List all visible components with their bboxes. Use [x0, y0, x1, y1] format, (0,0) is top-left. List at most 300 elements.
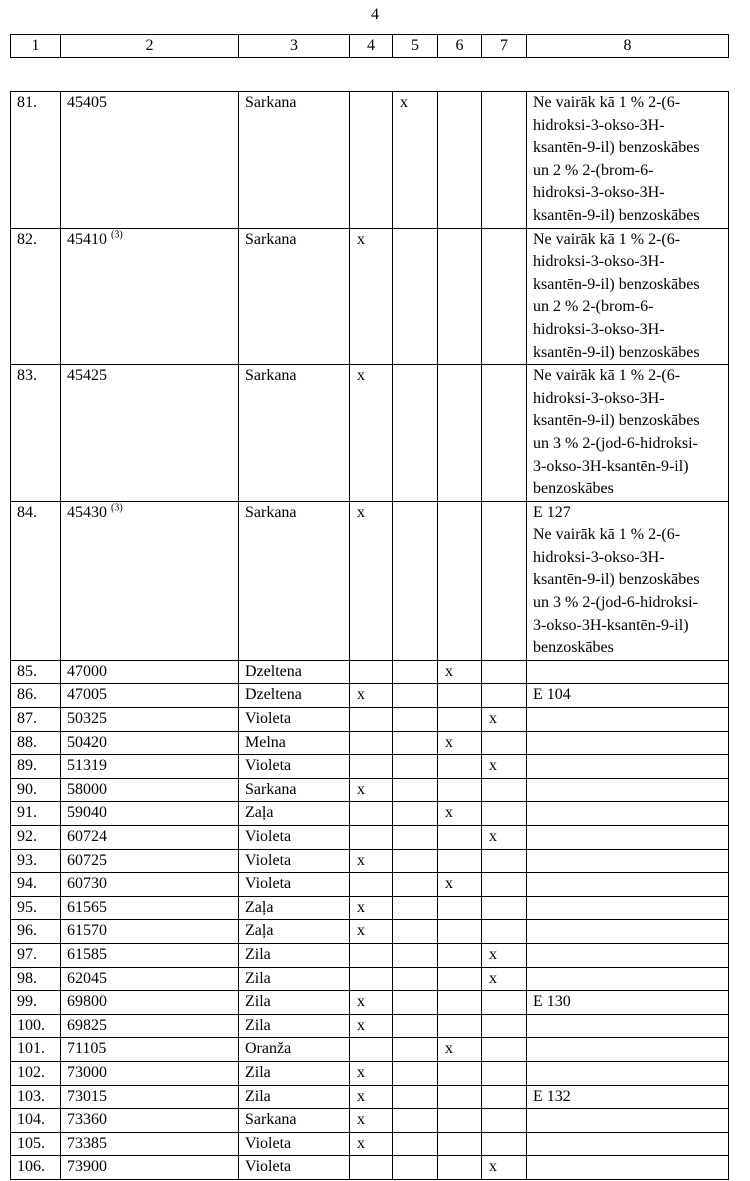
ci-number: [61, 1014, 239, 1038]
ci-number: [61, 1085, 239, 1109]
restriction-note: [527, 1038, 729, 1062]
table-row: [11, 731, 729, 755]
column-header-4: 4: [350, 35, 393, 58]
row-number: 82.: [11, 228, 61, 365]
column-7-mark: [482, 802, 527, 826]
color-name: Zila: [239, 1014, 350, 1038]
restriction-note: [527, 991, 729, 1015]
column-7-mark: [482, 1132, 527, 1156]
ci-number: [61, 501, 239, 660]
color-name: Dzeltena: [239, 684, 350, 708]
restriction-note-line: hidroksi-3-okso-3H-: [533, 548, 665, 566]
restriction-note-line: ksantēn-9-il) benzoskābes: [533, 571, 700, 589]
table-row: [11, 660, 729, 684]
color-name: Sarkana: [239, 228, 350, 365]
column-5-mark: [393, 1014, 438, 1038]
restriction-note-line: hidroksi-3-okso-3H-: [533, 389, 665, 407]
restriction-note: [527, 660, 729, 684]
restriction-note-line: E 104: [533, 686, 571, 704]
ci-number-value: 47000: [67, 662, 107, 680]
ci-number-value: 61570: [67, 922, 107, 940]
column-5-mark: [393, 873, 438, 897]
column-5-mark: [393, 967, 438, 991]
column-5-mark: [393, 826, 438, 850]
ci-number: [61, 1132, 239, 1156]
restriction-note: [527, 228, 729, 365]
column-4-mark: [350, 731, 393, 755]
column-4-mark: x: [350, 849, 393, 873]
column-header-5: 5: [393, 35, 438, 58]
restriction-note-line: Ne vairāk kā 1 % 2-(6-: [533, 230, 681, 248]
ci-number: [61, 826, 239, 850]
column-5-mark: [393, 684, 438, 708]
row-number: 88.: [11, 731, 61, 755]
table-row: [11, 873, 729, 897]
column-4-mark: x: [350, 991, 393, 1015]
color-name: Zila: [239, 1085, 350, 1109]
ci-number: [61, 1061, 239, 1085]
ci-number: [61, 660, 239, 684]
restriction-note: [527, 896, 729, 920]
column-6-mark: [438, 943, 482, 967]
column-5-mark: [393, 1085, 438, 1109]
restriction-note-line: 3-okso-3H-ksantēn-9-il): [533, 457, 689, 475]
column-4-mark: x: [350, 501, 393, 660]
color-name: Sarkana: [239, 778, 350, 802]
column-7-mark: [482, 1014, 527, 1038]
column-7-mark: x: [482, 708, 527, 732]
table-row: [11, 1156, 729, 1180]
column-6-mark: x: [438, 873, 482, 897]
column-7-mark: [482, 920, 527, 944]
table-row: [11, 920, 729, 944]
column-4-mark: [350, 1156, 393, 1180]
ci-number-value: 51319: [67, 757, 107, 775]
column-6-mark: [438, 1061, 482, 1085]
column-5-mark: [393, 991, 438, 1015]
ci-number: [61, 967, 239, 991]
restriction-note-line: un 2 % 2-(brom-6-: [533, 161, 654, 179]
restriction-note-line: ksantēn-9-il) benzoskābes: [533, 139, 700, 157]
column-6-mark: [438, 778, 482, 802]
column-6-mark: [438, 849, 482, 873]
column-5-mark: [393, 802, 438, 826]
footnote-reference: (3): [111, 502, 123, 514]
table-row: [11, 755, 729, 779]
color-name: Zila: [239, 991, 350, 1015]
ci-number: [61, 684, 239, 708]
column-6-mark: [438, 1014, 482, 1038]
color-name: Violeta: [239, 755, 350, 779]
row-number: 87.: [11, 708, 61, 732]
column-header-8: 8: [527, 35, 729, 58]
column-5-mark: [393, 228, 438, 365]
column-7-mark: [482, 660, 527, 684]
column-5-mark: [393, 920, 438, 944]
column-6-mark: [438, 1085, 482, 1109]
ci-number-value: 62045: [67, 969, 107, 987]
column-6-mark: [438, 991, 482, 1015]
ci-number-value: 69825: [67, 1016, 107, 1034]
ci-number-value: 47005: [67, 686, 107, 704]
column-6-mark: [438, 365, 482, 502]
restriction-note-line: un 2 % 2-(brom-6-: [533, 298, 654, 316]
ci-number: [61, 731, 239, 755]
column-6-mark: [438, 501, 482, 660]
column-7-mark: [482, 228, 527, 365]
column-header-row: [11, 35, 729, 58]
column-7-mark: [482, 849, 527, 873]
table-row: [11, 943, 729, 967]
column-5-mark: [393, 708, 438, 732]
table-row: [11, 1061, 729, 1085]
column-4-mark: [350, 873, 393, 897]
row-number: 94.: [11, 873, 61, 897]
column-7-mark: [482, 778, 527, 802]
restriction-note: [527, 708, 729, 732]
column-7-mark: [482, 1109, 527, 1133]
restriction-note: [527, 1156, 729, 1180]
ci-number-value: 60730: [67, 875, 107, 893]
column-4-mark: [350, 802, 393, 826]
ci-number-value: 45410: [67, 230, 107, 248]
table-row: [11, 1085, 729, 1109]
ci-number-value: 73015: [67, 1087, 107, 1105]
row-number: 93.: [11, 849, 61, 873]
restriction-note-line: E 132: [533, 1087, 571, 1105]
row-number: 90.: [11, 778, 61, 802]
ci-number-value: 61565: [67, 898, 107, 916]
color-name: Zaļa: [239, 896, 350, 920]
ci-number: [61, 1109, 239, 1133]
restriction-note-line: E 130: [533, 993, 571, 1011]
row-number: 97.: [11, 943, 61, 967]
colorant-table-body: [11, 92, 729, 1180]
column-6-mark: [438, 826, 482, 850]
column-6-mark: x: [438, 731, 482, 755]
column-5-mark: [393, 1061, 438, 1085]
table-row: [11, 684, 729, 708]
column-header-1: 1: [11, 35, 61, 58]
column-5-mark: [393, 731, 438, 755]
restriction-note-line: hidroksi-3-okso-3H-: [533, 116, 665, 134]
table-row: [11, 365, 729, 502]
restriction-note-line: 3-okso-3H-ksantēn-9-il): [533, 616, 689, 634]
restriction-note-line: ksantēn-9-il) benzoskābes: [533, 206, 700, 224]
column-4-mark: x: [350, 896, 393, 920]
column-4-mark: [350, 92, 393, 229]
restriction-note-line: benzoskābes: [533, 639, 614, 657]
restriction-note-line: ksantēn-9-il) benzoskābes: [533, 412, 700, 430]
restriction-note: [527, 802, 729, 826]
color-name: Violeta: [239, 849, 350, 873]
column-4-mark: [350, 943, 393, 967]
ci-number: [61, 1156, 239, 1180]
table-row: [11, 1132, 729, 1156]
column-6-mark: x: [438, 660, 482, 684]
table-row: [11, 501, 729, 660]
restriction-note: [527, 849, 729, 873]
row-number: 102.: [11, 1061, 61, 1085]
row-number: 86.: [11, 684, 61, 708]
ci-number: [61, 991, 239, 1015]
table-row: [11, 896, 729, 920]
color-name: Zaļa: [239, 920, 350, 944]
ci-number-value: 60725: [67, 851, 107, 869]
row-number: 83.: [11, 365, 61, 502]
column-4-mark: x: [350, 1085, 393, 1109]
column-6-mark: [438, 708, 482, 732]
color-name: Zaļa: [239, 802, 350, 826]
column-7-mark: x: [482, 967, 527, 991]
table-row: [11, 708, 729, 732]
ci-number-value: 45430: [67, 503, 107, 521]
row-number: 91.: [11, 802, 61, 826]
restriction-note: [527, 1132, 729, 1156]
column-7-mark: [482, 501, 527, 660]
column-4-mark: x: [350, 778, 393, 802]
column-4-mark: x: [350, 1132, 393, 1156]
column-7-mark: [482, 896, 527, 920]
restriction-note-line: benzoskābes: [533, 480, 614, 498]
column-6-mark: [438, 684, 482, 708]
color-name: Violeta: [239, 708, 350, 732]
restriction-note-line: un 3 % 2-(jod-6-hidroksi-: [533, 434, 698, 452]
column-7-mark: [482, 991, 527, 1015]
ci-number-value: 61585: [67, 945, 107, 963]
table-row: [11, 826, 729, 850]
table-row: [11, 1014, 729, 1038]
restriction-note-line: hidroksi-3-okso-3H-: [533, 320, 665, 338]
restriction-note: [527, 920, 729, 944]
ci-number-value: 59040: [67, 804, 107, 822]
column-7-mark: [482, 684, 527, 708]
restriction-note-line: E 127: [533, 503, 571, 521]
color-name: Sarkana: [239, 92, 350, 229]
column-7-mark: [482, 1061, 527, 1085]
color-name: Zila: [239, 967, 350, 991]
row-number: 99.: [11, 991, 61, 1015]
restriction-note-line: ksantēn-9-il) benzoskābes: [533, 343, 700, 361]
ci-number: [61, 896, 239, 920]
restriction-note-line: Ne vairāk kā 1 % 2-(6-: [533, 367, 681, 385]
ci-number: [61, 92, 239, 229]
color-name: Dzeltena: [239, 660, 350, 684]
color-name: Oranža: [239, 1038, 350, 1062]
column-5-mark: [393, 1038, 438, 1062]
column-6-mark: [438, 1156, 482, 1180]
column-header-table: [10, 34, 729, 58]
ci-number: [61, 365, 239, 502]
ci-number: [61, 802, 239, 826]
column-6-mark: [438, 920, 482, 944]
color-name: Violeta: [239, 873, 350, 897]
restriction-note: [527, 755, 729, 779]
row-number: 106.: [11, 1156, 61, 1180]
restriction-note: [527, 873, 729, 897]
row-number: 85.: [11, 660, 61, 684]
column-6-mark: [438, 967, 482, 991]
column-7-mark: x: [482, 1156, 527, 1180]
color-name: Melna: [239, 731, 350, 755]
row-number: 92.: [11, 826, 61, 850]
column-7-mark: [482, 1085, 527, 1109]
column-7-mark: [482, 365, 527, 502]
column-4-mark: [350, 660, 393, 684]
footnote-reference: (3): [111, 229, 123, 241]
column-7-mark: [482, 873, 527, 897]
restriction-note: [527, 1061, 729, 1085]
ci-number: [61, 778, 239, 802]
restriction-note-line: hidroksi-3-okso-3H-: [533, 253, 665, 271]
restriction-note: [527, 92, 729, 229]
column-header-2: 2: [61, 35, 239, 58]
table-row: [11, 967, 729, 991]
column-4-mark: [350, 826, 393, 850]
column-4-mark: x: [350, 684, 393, 708]
column-5-mark: x: [393, 92, 438, 229]
row-number: 105.: [11, 1132, 61, 1156]
row-number: 81.: [11, 92, 61, 229]
ci-number-value: 45425: [67, 367, 107, 385]
column-header-7: 7: [482, 35, 527, 58]
column-6-mark: [438, 92, 482, 229]
row-number: 95.: [11, 896, 61, 920]
table-row: [11, 1038, 729, 1062]
column-7-mark: x: [482, 755, 527, 779]
restriction-note: [527, 1109, 729, 1133]
ci-number: [61, 1038, 239, 1062]
column-5-mark: [393, 778, 438, 802]
table-row: [11, 92, 729, 229]
table-row: [11, 991, 729, 1015]
column-5-mark: [393, 896, 438, 920]
restriction-note: [527, 1085, 729, 1109]
column-6-mark: [438, 755, 482, 779]
restriction-note: [527, 967, 729, 991]
column-5-mark: [393, 1156, 438, 1180]
table-row: [11, 228, 729, 365]
ci-number-value: 71105: [67, 1040, 107, 1058]
row-number: 84.: [11, 501, 61, 660]
restriction-note: [527, 826, 729, 850]
ci-number-value: 73385: [67, 1134, 107, 1152]
restriction-note: [527, 943, 729, 967]
column-7-mark: [482, 92, 527, 229]
ci-number-value: 50420: [67, 733, 107, 751]
column-4-mark: x: [350, 228, 393, 365]
column-5-mark: [393, 849, 438, 873]
color-name: Zila: [239, 1061, 350, 1085]
ci-number-value: 69800: [67, 993, 107, 1011]
column-4-mark: x: [350, 1109, 393, 1133]
table-row: [11, 802, 729, 826]
column-5-mark: [393, 501, 438, 660]
restriction-note: [527, 501, 729, 660]
column-4-mark: [350, 1038, 393, 1062]
column-4-mark: [350, 708, 393, 732]
ci-number-value: 45405: [67, 94, 107, 111]
column-5-mark: [393, 943, 438, 967]
row-number: 101.: [11, 1038, 61, 1062]
ci-number-value: 73000: [67, 1063, 107, 1081]
table-row: [11, 778, 729, 802]
restriction-note-line: Ne vairāk kā 1 % 2-(6-: [533, 526, 681, 544]
column-4-mark: [350, 755, 393, 779]
row-number: 103.: [11, 1085, 61, 1109]
ci-number: [61, 849, 239, 873]
column-6-mark: x: [438, 802, 482, 826]
restriction-note-line: Ne vairāk kā 1 % 2-(6-: [533, 94, 681, 111]
restriction-note-line: ksantēn-9-il) benzoskābes: [533, 275, 700, 293]
column-5-mark: [393, 365, 438, 502]
ci-number: [61, 755, 239, 779]
color-name: Violeta: [239, 1156, 350, 1180]
table-row: [11, 849, 729, 873]
ci-number-value: 73900: [67, 1158, 107, 1176]
restriction-note: [527, 1014, 729, 1038]
column-6-mark: [438, 896, 482, 920]
color-name: Violeta: [239, 826, 350, 850]
column-4-mark: x: [350, 1061, 393, 1085]
ci-number: [61, 228, 239, 365]
column-7-mark: [482, 731, 527, 755]
column-4-mark: x: [350, 365, 393, 502]
restriction-note: [527, 731, 729, 755]
color-name: Sarkana: [239, 1109, 350, 1133]
row-number: 100.: [11, 1014, 61, 1038]
ci-number: [61, 873, 239, 897]
restriction-note: [527, 365, 729, 502]
row-number: 89.: [11, 755, 61, 779]
page-number: 4: [371, 6, 379, 23]
restriction-note-line: un 3 % 2-(jod-6-hidroksi-: [533, 594, 698, 612]
column-4-mark: x: [350, 1014, 393, 1038]
column-7-mark: x: [482, 826, 527, 850]
column-header-6: 6: [438, 35, 482, 58]
row-number: 98.: [11, 967, 61, 991]
column-5-mark: [393, 660, 438, 684]
ci-number-value: 58000: [67, 780, 107, 798]
column-7-mark: x: [482, 943, 527, 967]
column-header-3: 3: [239, 35, 350, 58]
restriction-note: [527, 684, 729, 708]
restriction-note: [527, 778, 729, 802]
column-6-mark: [438, 1132, 482, 1156]
ci-number: [61, 943, 239, 967]
ci-number-value: 60724: [67, 828, 107, 845]
column-6-mark: x: [438, 1038, 482, 1062]
column-5-mark: [393, 1109, 438, 1133]
row-number: 96.: [11, 920, 61, 944]
colorant-table: [10, 91, 729, 1180]
column-7-mark: [482, 1038, 527, 1062]
table-row: [11, 1109, 729, 1133]
color-name: Sarkana: [239, 501, 350, 660]
ci-number: [61, 708, 239, 732]
column-6-mark: [438, 1109, 482, 1133]
row-number: 104.: [11, 1109, 61, 1133]
column-4-mark: x: [350, 920, 393, 944]
column-5-mark: [393, 755, 438, 779]
column-5-mark: [393, 1132, 438, 1156]
ci-number-value: 73360: [67, 1111, 107, 1129]
column-6-mark: [438, 228, 482, 365]
ci-number-value: 50325: [67, 710, 107, 728]
column-4-mark: [350, 967, 393, 991]
color-name: Sarkana: [239, 365, 350, 502]
color-name: Violeta: [239, 1132, 350, 1156]
